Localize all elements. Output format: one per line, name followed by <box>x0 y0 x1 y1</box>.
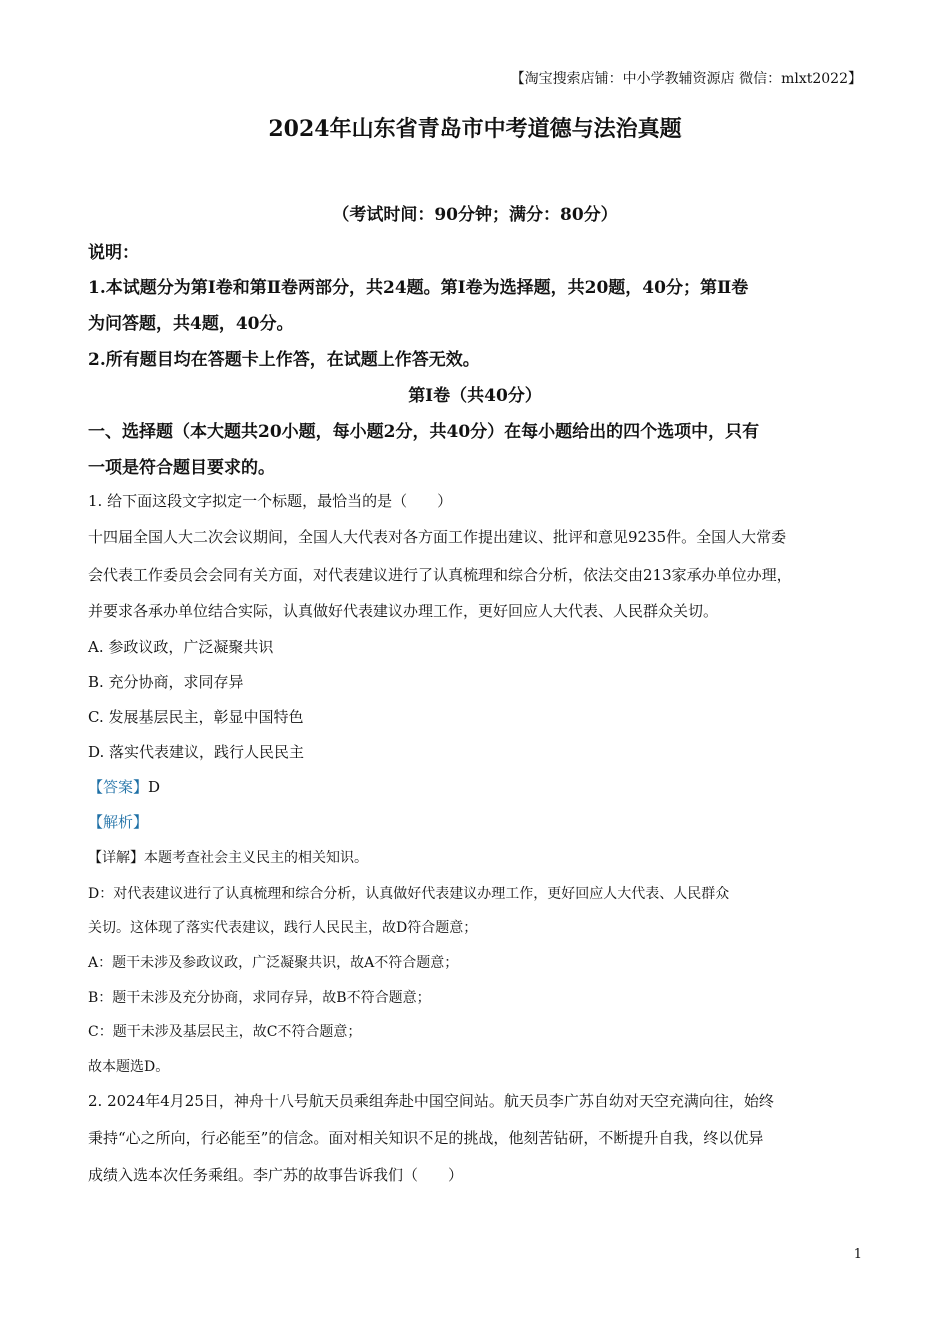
question-2-line3: 成绩入选本次任务乘组。李广苏的故事告诉我们（ ） <box>88 1166 464 1184</box>
detail-line6: C：题干未涉及基层民主，故C不符合题意； <box>88 1024 362 1040</box>
question-1-passage-line2: 会代表工作委员会会同有关方面，对代表建议进行了认真梳理和综合分析，依法交由213家承办单位办理， <box>88 566 792 584</box>
exam-info: （考试时间：90分钟；满分：80分） <box>332 205 618 225</box>
question-2-line2: 秉持“心之所向，行必能至”的信念。面对相关知识不足的挑战，他刻苦钻研，不断提升自我，终以优异 <box>88 1129 764 1147</box>
detail-line1: 【详解】本题考查社会主义民主的相关知识。 <box>88 850 368 866</box>
question-1-option-a: A. 参政议政，广泛凝聚共识 <box>88 638 274 656</box>
answer-tag: 【答案】 <box>88 778 149 796</box>
section-title: 第Ⅰ卷（共40分） <box>408 386 542 406</box>
question-1-passage-line3: 并要求各承办单位结合实际，认真做好代表建议办理工作，更好回应人大代表、人民群众关切。 <box>88 602 719 620</box>
part-title-line2: 一项是符合题目要求的。 <box>88 458 275 478</box>
page-number: 1 <box>853 1247 862 1262</box>
question-1-option-d: D. 落实代表建议，践行人民民主 <box>88 743 305 761</box>
notes-item2: 2.所有题目均在答题卡上作答，在试题上作答无效。 <box>88 350 480 370</box>
notes-item1-line1: 1.本试题分为第Ⅰ卷和第Ⅱ卷两部分，共24题。第Ⅰ卷为选择题，共20题，40分；第Ⅱ卷 <box>88 278 749 298</box>
page-title: 2024年山东省青岛市中考道德与法治真题 <box>268 116 682 142</box>
question-1-passage-line1: 十四届全国人大二次会议期间，全国人大代表对各方面工作提出建议、批评和意见9235件。全国人大常委 <box>88 528 787 546</box>
notes-item1-line2: 为问答题，共4题，40分。 <box>88 314 294 334</box>
detail-line2: D：对代表建议进行了认真梳理和综合分析，认真做好代表建议办理工作，更好回应人大代表、人民群众 <box>88 886 730 902</box>
question-1-stem: 1. 给下面这段文字拟定一个标题，最恰当的是（ ） <box>88 492 453 510</box>
detail-line7: 故本题选D。 <box>88 1059 170 1075</box>
detail-line3: 关切。这体现了落实代表建议，践行人民民主，故D符合题意； <box>88 920 478 936</box>
header-note: 【淘宝搜索店铺：中小学教辅资源店 微信：mlxt2022】 <box>510 71 862 87</box>
question-2-line1: 2. 2024年4月25日，神舟十八号航天员乘组奔赴中国空间站。航天员李广苏自幼对天空充满向往，始终 <box>88 1092 774 1110</box>
question-1-option-c: C. 发展基层民主，彰显中国特色 <box>88 708 304 726</box>
question-1-answer <box>88 776 160 797</box>
part-title-line1: 一、选择题（本大题共20小题，每小题2分，共40分）在每小题给出的四个选项中，只有 <box>88 422 760 442</box>
detail-line5: B：题干未涉及充分协商，求同存异，故B不符合题意； <box>88 990 431 1006</box>
detail-line4: A：题干未涉及参政议政，广泛凝聚共识，故A不符合题意； <box>88 955 459 971</box>
notes-label: 说明： <box>88 243 139 263</box>
answer-value: D <box>148 778 161 796</box>
analysis-tag: 【解析】 <box>88 813 149 831</box>
question-1-option-b: B. 充分协商，求同存异 <box>88 673 244 691</box>
